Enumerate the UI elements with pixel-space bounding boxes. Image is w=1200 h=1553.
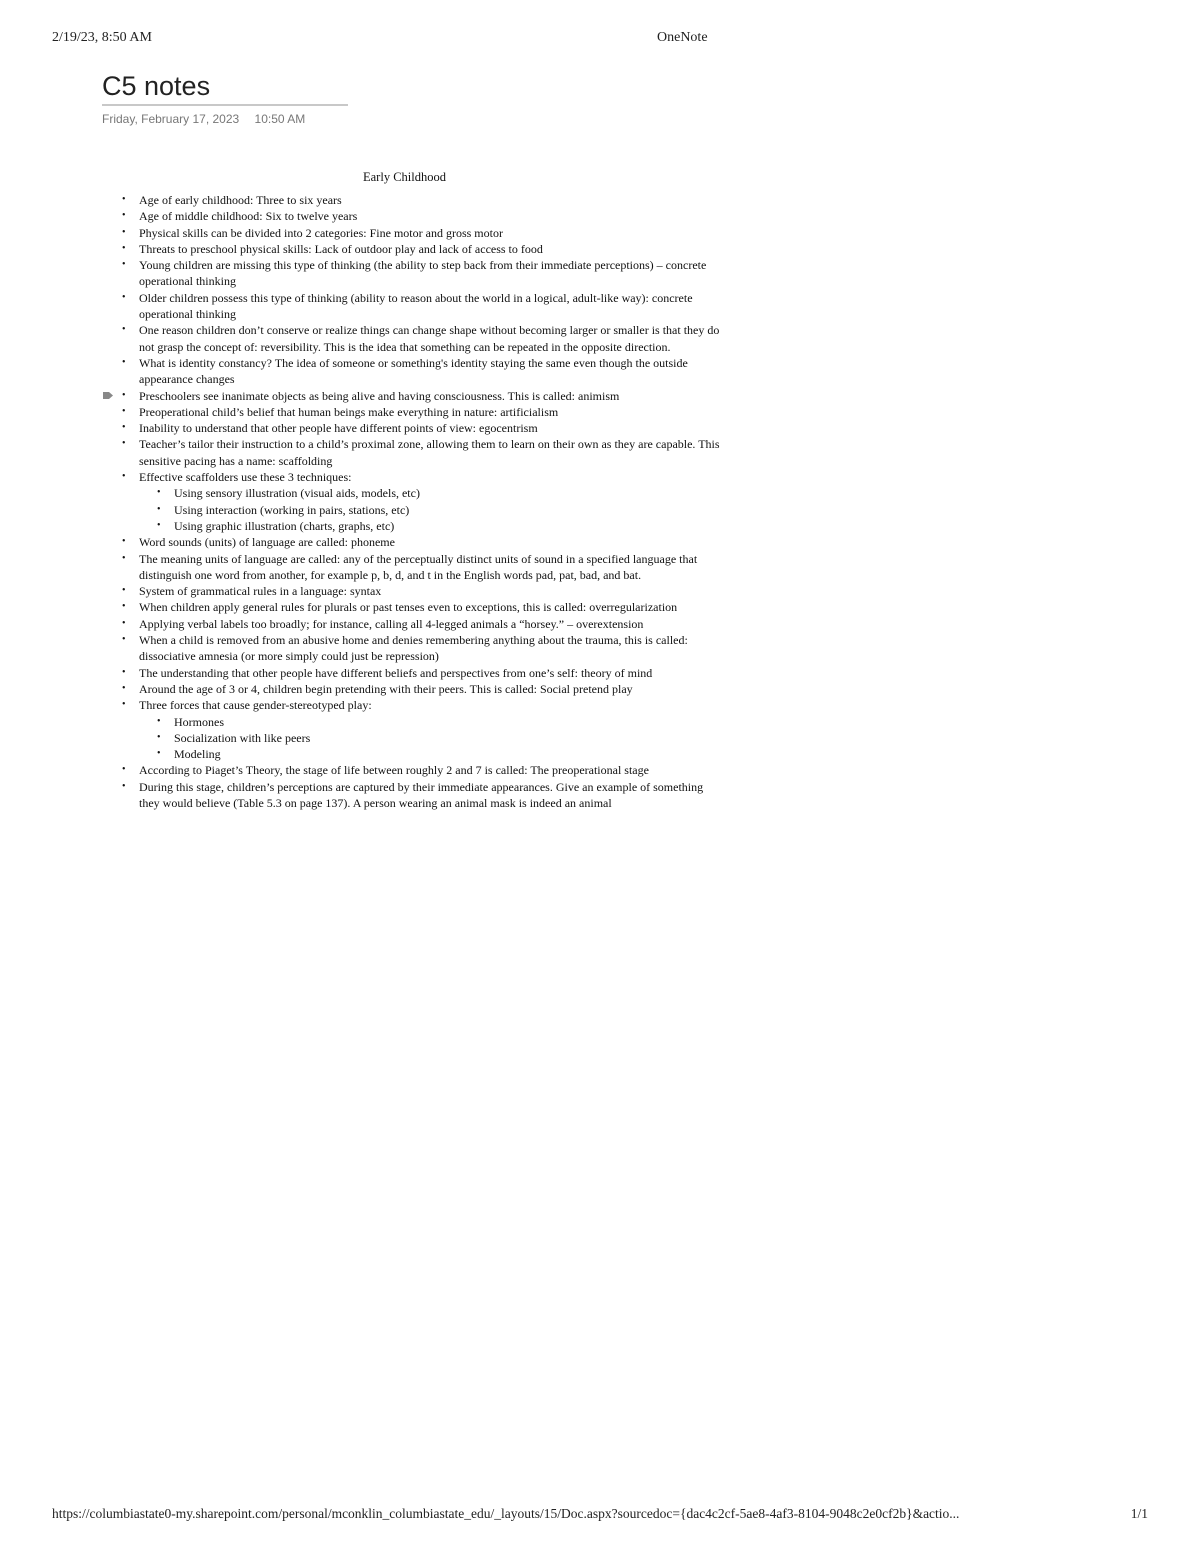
note-item[interactable] xyxy=(122,632,722,665)
note-item[interactable] xyxy=(122,404,722,420)
note-item[interactable] xyxy=(122,322,722,355)
note-item[interactable] xyxy=(122,290,722,323)
sub-note-item[interactable]: • Using graphic illustration (charts, graphs, etc) xyxy=(157,518,722,534)
note-item[interactable] xyxy=(122,192,722,208)
print-url: https://columbiastate0-my.sharepoint.com/personal/mconklin_columbiastate_edu/_layouts/15/Doc.aspx?sourcedoc={dac4c2cf-5ae8-4af3-8104-9048c2e0cf2b}&actio... xyxy=(52,1506,960,1521)
note-text: The meaning units of language are called: any of the perceptually distinct units of sound in a specified language that distinguish one word from another, for example p, b, d, and t in the English words pad, pat, bad, and bat. xyxy=(139,551,698,582)
note-text: Older children possess this type of thinking (ability to reason about the world in a logical, adult-like way): concrete operational thinking xyxy=(139,290,693,322)
sub-note-item[interactable]: • Modeling xyxy=(157,746,722,762)
note-item[interactable] xyxy=(122,420,722,436)
note-item[interactable] xyxy=(122,534,722,550)
note-text: System of grammatical rules in a language: syntax xyxy=(139,584,382,599)
note-item[interactable] xyxy=(122,697,722,713)
notes-list xyxy=(122,192,722,811)
note-text: Age of middle childhood: Six to twelve years xyxy=(139,209,358,224)
page-title[interactable]: C5 notes xyxy=(102,68,348,106)
page-meta xyxy=(102,112,317,126)
note-text: When children apply general rules for plurals or past tenses even to exceptions, this is called: overregularization xyxy=(139,600,678,615)
note-text: One reason children don’t conserve or realize things can change shape without becoming larger or smaller is that they do not grasp the concept of: reversibility. This is the idea that something can be repeated in the opposite direction. xyxy=(139,323,720,354)
note-item[interactable] xyxy=(122,225,722,241)
note-text: Threats to preschool physical skills: Lack of outdoor play and lack of access to food xyxy=(139,241,543,256)
note-text: Young children are missing this type of thinking (the ability to step back from their immediate perceptions) – concrete operational thinking xyxy=(139,258,707,289)
note-item[interactable] xyxy=(122,355,722,388)
sub-note-item[interactable]: • Using interaction (working in pairs, stations, etc) xyxy=(157,502,722,518)
note-text: Inability to understand that other people have different points of view: egocentrism xyxy=(139,421,538,436)
note-text: Effective scaffolders use these 3 techniques: xyxy=(139,470,352,485)
print-app-name: OneNote xyxy=(657,30,708,45)
note-text: Three forces that cause gender-stereotyped play: xyxy=(139,698,372,713)
note-text: When a child is removed from an abusive home and denies remembering anything about the trauma, this is called: dissociative amnesia (or more simply could just be repression) xyxy=(139,633,688,664)
note-text: What is identity constancy? The idea of someone or something's identity staying the same even though the outside appearance changes xyxy=(139,355,688,387)
page-title-area xyxy=(102,68,348,106)
note-item[interactable] xyxy=(122,436,722,469)
note-item[interactable] xyxy=(122,388,722,404)
note-text: Around the age of 3 or 4, children begin pretending with their peers. This is called: Social pretend play xyxy=(139,681,633,696)
note-item[interactable] xyxy=(122,551,722,584)
note-item[interactable] xyxy=(122,583,722,599)
note-text: During this stage, children’s perceptions are captured by their immediate appearances. Give an example of something they would believe (Table 5.3 on page 137). A person wearing an animal mask is indeed an animal xyxy=(139,779,704,810)
notes-outline[interactable] xyxy=(122,192,722,811)
print-header xyxy=(52,30,1148,50)
note-item[interactable] xyxy=(122,257,722,290)
note-text: Preschoolers see inanimate objects as being alive and having consciousness. This is called: animism xyxy=(139,388,620,403)
note-text: Age of early childhood: Three to six years xyxy=(139,193,342,207)
note-text: The understanding that other people have different beliefs and perspectives from one’s self: theory of mind xyxy=(139,665,653,680)
sub-note-item[interactable]: • Hormones xyxy=(157,714,722,730)
sub-list xyxy=(157,714,722,763)
note-item[interactable] xyxy=(122,241,722,257)
note-item[interactable] xyxy=(122,762,722,778)
sub-note-item[interactable]: • Socialization with like peers xyxy=(157,730,722,746)
note-flag-icon[interactable] xyxy=(103,391,113,400)
note-text: According to Piaget’s Theory, the stage of life between roughly 2 and 7 is called: The preoperational stage xyxy=(139,763,649,778)
note-text: Physical skills can be divided into 2 categories: Fine motor and gross motor xyxy=(139,225,503,240)
note-text: Teacher’s tailor their instruction to a child’s proximal zone, allowing them to learn on their own as they are capable. This sensitive pacing has a name: scaffolding xyxy=(139,437,720,468)
page-time: 10:50 AM xyxy=(254,112,306,126)
note-item[interactable] xyxy=(122,208,722,224)
sub-list xyxy=(157,485,722,534)
note-text: Word sounds (units) of language are called: phoneme xyxy=(139,535,395,550)
print-datetime: 2/19/23, 8:50 AM xyxy=(52,30,152,45)
print-page-count: 1/1 xyxy=(1130,1506,1148,1521)
note-item[interactable] xyxy=(122,665,722,681)
sub-note-item[interactable]: • Using sensory illustration (visual aids, models, etc) xyxy=(157,485,722,501)
page-date: Friday, February 17, 2023 xyxy=(102,112,240,126)
note-item[interactable] xyxy=(122,469,722,485)
note-item[interactable] xyxy=(122,681,722,697)
note-text: Preoperational child’s belief that human beings make everything in nature: artificialism xyxy=(139,404,559,419)
note-text: Applying verbal labels too broadly; for instance, calling all 4-legged animals a “horsey.” – overextension xyxy=(139,616,644,631)
note-item[interactable] xyxy=(122,616,722,632)
section-heading: Early Childhood xyxy=(363,170,446,184)
note-item[interactable] xyxy=(122,599,722,615)
note-item[interactable] xyxy=(122,779,722,812)
